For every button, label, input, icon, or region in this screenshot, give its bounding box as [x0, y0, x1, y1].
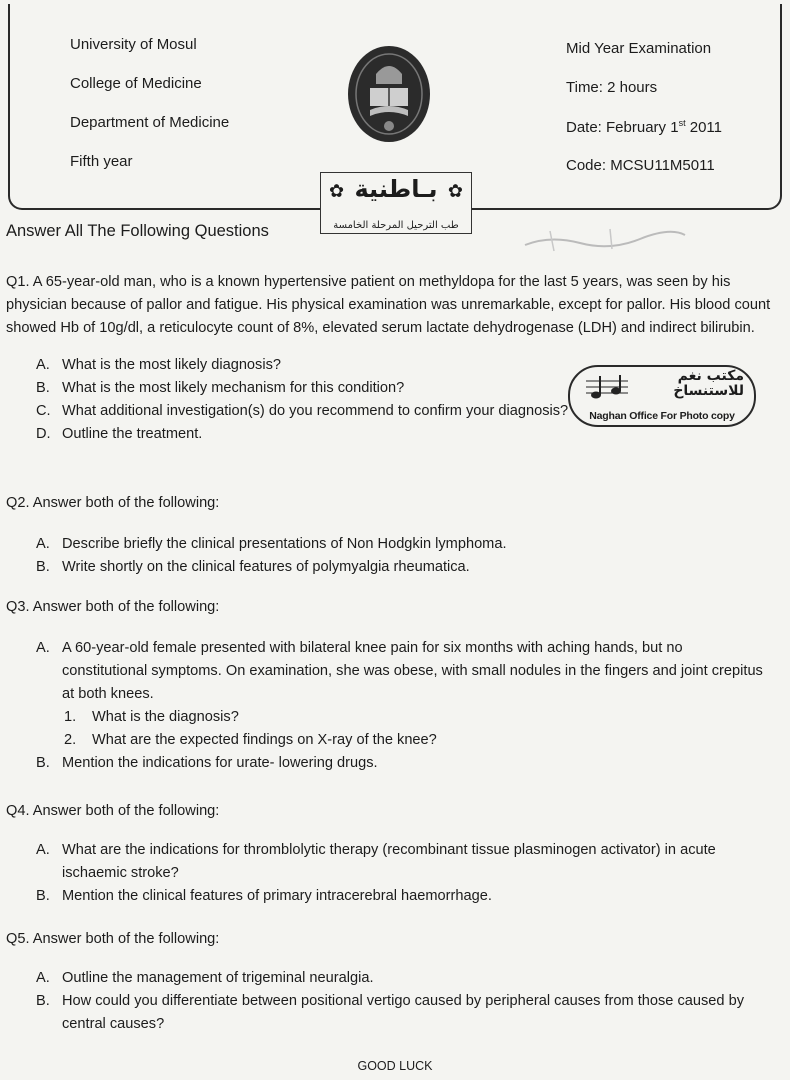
good-luck-footer: GOOD LUCK: [357, 1059, 433, 1073]
question-5-items: [36, 967, 774, 1036]
question-3-items-b: [36, 752, 771, 775]
question-2: [6, 492, 507, 579]
list-item: A. What are the indications for thromblolytic therapy (recombinant tissue plasminogen activator) in acute ischaemic stroke?: [36, 842, 716, 881]
exam-title: Mid Year Examination: [566, 40, 712, 57]
question-3-sub-items: [64, 706, 771, 752]
list-item: D. Outline the treatment.: [36, 426, 203, 442]
exam-code: Code: MCSU11M5011: [566, 157, 715, 174]
list-item: 2. What are the expected findings on X-ray of the knee?: [64, 732, 437, 748]
question-2-text: Q2. Answer both of the following:: [6, 495, 220, 511]
list-item: A. Describe briefly the clinical presentations of Non Hodgkin lymphoma.: [36, 536, 507, 552]
college-name: College of Medicine: [70, 75, 202, 92]
list-item: B. Mention the clinical features of primary intracerebral haemorrhage.: [36, 888, 492, 904]
instructions-heading: Answer All The Following Questions: [6, 222, 269, 240]
question-5: [6, 928, 774, 1036]
department-stamp: [320, 172, 472, 234]
department-name: Department of Medicine: [70, 114, 230, 131]
music-note-logo-icon: [584, 373, 630, 403]
stamp-arabic-title: بـاطنية: [354, 175, 438, 203]
list-item: B. How could you differentiate between positional vertigo caused by peripheral causes from those caused by central causes?: [36, 993, 744, 1032]
stamp-office-arabic: مكتب نغم للاستنساخ: [673, 368, 744, 399]
question-5-text: Q5. Answer both of the following:: [6, 931, 220, 947]
flower-icon: ✿: [447, 181, 463, 201]
question-3-text: Q3. Answer both of the following:: [6, 599, 220, 615]
list-item: B. What is the most likely mechanism for this condition?: [36, 380, 405, 396]
question-3-items: [36, 637, 771, 706]
stamp-office-english: Naghan Office For Photo copy: [589, 410, 735, 422]
year-label: Fifth year: [70, 153, 133, 170]
university-name: University of Mosul: [70, 36, 197, 53]
exam-time: Time: 2 hours: [566, 79, 658, 96]
list-item: B. Mention the indications for urate- lowering drugs.: [36, 755, 378, 771]
question-1-text: Q1. A 65-year-old man, who is a known hypertensive patient on methyldopa for the last 5 years, was seen by his physician because of pallor and fatigue. His physical examination was unremarkable, except for pallor. His blood count showed Hb of 10g/dl, a reticulocyte count of 8%, elevated serum lactate dehydrogenase (LDH) and indirect bilirubin.: [6, 274, 771, 336]
question-4-text: Q4. Answer both of the following:: [6, 803, 220, 819]
list-item: A. What is the most likely diagnosis?: [36, 357, 281, 373]
photocopy-office-stamp: [568, 365, 756, 427]
list-item: 1. What is the diagnosis?: [64, 709, 239, 725]
flower-icon: ✿: [329, 181, 345, 201]
exam-date: Date: February 1st 2011: [566, 118, 723, 136]
stamp-arabic-subtitle: طب الترحيل المرحلة الخامسة: [333, 220, 459, 231]
list-item: A. A 60-year-old female presented with bilateral knee pain for six months with aching hands, but no constitutional symptoms. On examination, she was obese, with small nodules in the fingers and joint crepitus at both knees.: [36, 640, 763, 702]
question-2-items: [36, 533, 507, 579]
university-seal-icon: [346, 44, 432, 144]
list-item: A. Outline the management of trigeminal neuralgia.: [36, 970, 374, 986]
header-left: [70, 36, 229, 192]
header-right: [566, 40, 722, 196]
list-item: C. What additional investigation(s) do you recommend to confirm your diagnosis?: [36, 403, 569, 419]
question-4-items: [36, 839, 781, 908]
question-3: [6, 596, 771, 775]
list-item: B. Write shortly on the clinical features of polymyalgia rheumatica.: [36, 559, 470, 575]
pen-scribble-icon: [520, 225, 690, 255]
question-4: [6, 800, 781, 908]
